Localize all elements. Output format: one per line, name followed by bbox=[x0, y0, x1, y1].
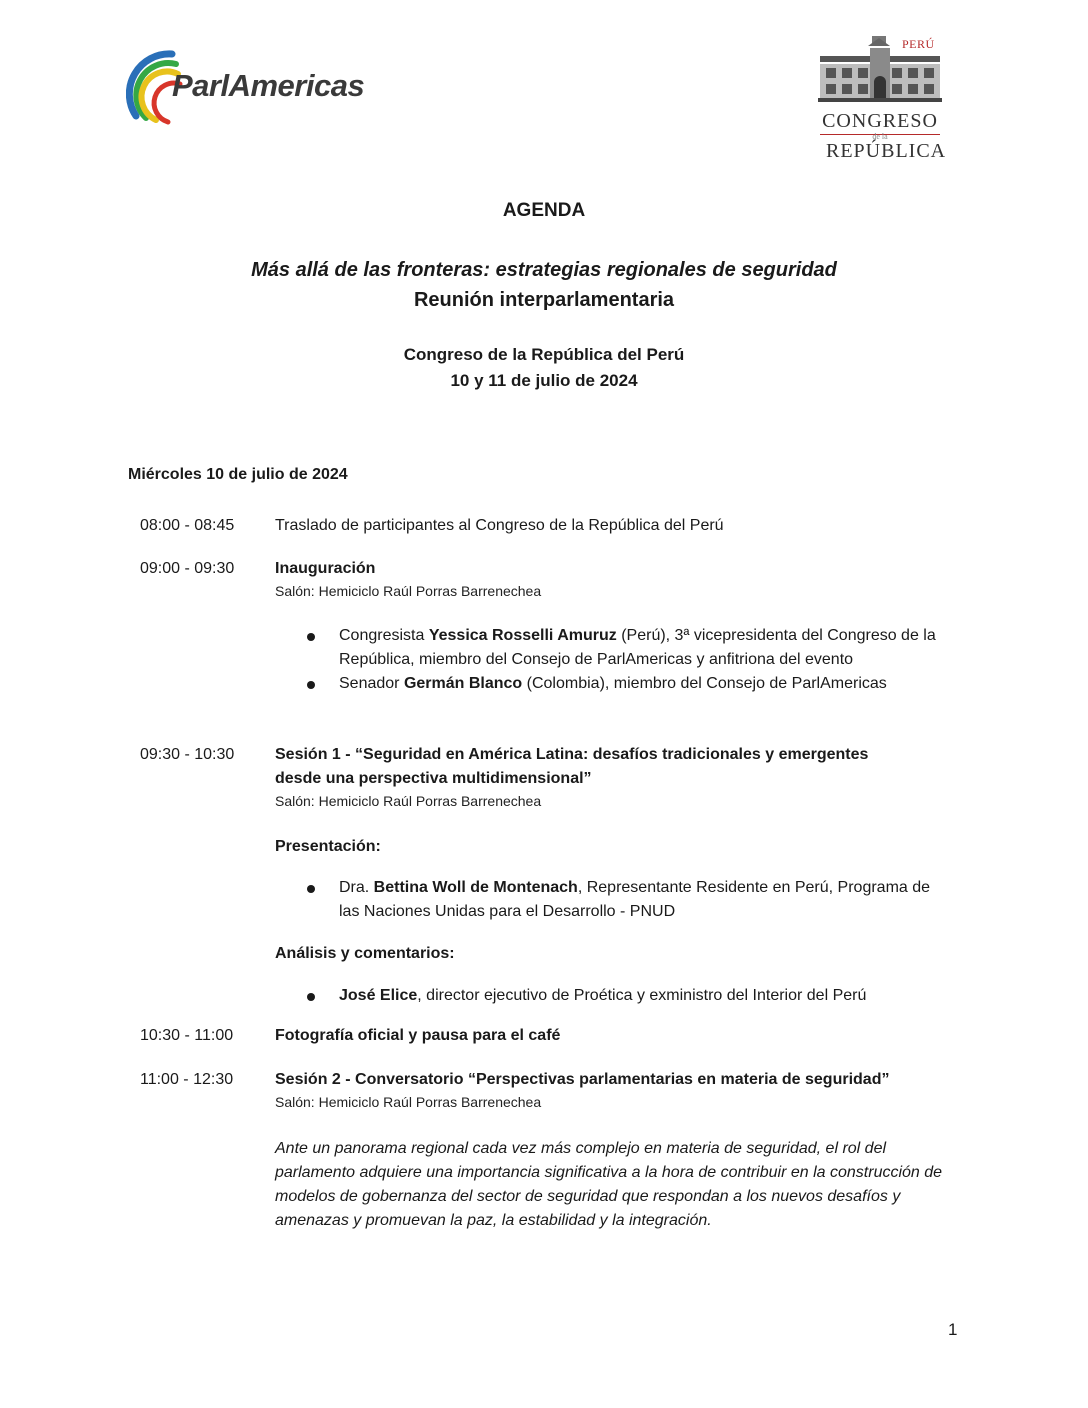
session-block bbox=[275, 557, 947, 601]
session-title: Traslado de participantes al Congreso de la República del Perú bbox=[275, 517, 724, 534]
bullet-icon bbox=[307, 681, 315, 689]
session-time: 09:30 - 10:30 bbox=[140, 746, 235, 763]
event-dates: 10 y 11 de julio de 2024 bbox=[450, 371, 638, 390]
session-title: Sesión 1 - “Seguridad en América Latina: desafíos tradicionales y emergentes desde una perspectiva multidimensional” bbox=[275, 746, 869, 787]
analysis-label: Análisis y comentarios: bbox=[275, 945, 455, 962]
session-room: Salón: Hemiciclo Raúl Porras Barrenechea bbox=[275, 793, 542, 809]
session-title: Inauguración bbox=[275, 560, 376, 577]
session-block bbox=[275, 743, 947, 811]
session-room: Salón: Hemiciclo Raúl Porras Barrenechea bbox=[275, 583, 542, 599]
speaker-name: José Elice bbox=[339, 987, 418, 1004]
bullet-icon bbox=[307, 993, 315, 1001]
event-subtitle: Reunión interparlamentaria bbox=[413, 289, 675, 311]
presentation-label: Presentación: bbox=[275, 838, 381, 855]
session-time: 09:00 - 09:30 bbox=[140, 560, 235, 577]
list-item: Congresista Yessica Rosselli Amuruz (Perú), 3ª vicepresidenta del Congreso de la República, miembro del Consejo de ParlAmericas y anfitriona del evento bbox=[275, 624, 947, 672]
event-title: Más allá de las fronteras: estrategias regionales de seguridad bbox=[251, 259, 837, 281]
session-block bbox=[275, 1068, 947, 1112]
session-time: 08:00 - 08:45 bbox=[140, 517, 235, 534]
list-item: Dra. Bettina Woll de Montenach, Representante Residente en Perú, Programa de las Naciones Unidas para el Desarrollo - PNUD bbox=[275, 876, 947, 924]
speaker-list bbox=[275, 624, 947, 696]
speaker-name: Bettina Woll de Montenach bbox=[373, 879, 578, 896]
list-item: Senador Germán Blanco (Colombia), miembro del Consejo de ParlAmericas bbox=[275, 672, 947, 696]
session-room: Salón: Hemiciclo Raúl Porras Barrenechea bbox=[275, 1094, 542, 1110]
session-time: 11:00 - 12:30 bbox=[140, 1071, 234, 1088]
session-title: Fotografía oficial y pausa para el café bbox=[275, 1027, 561, 1044]
parlamericas-logo bbox=[126, 46, 416, 136]
parlamericas-wordmark: ParlAmericas bbox=[172, 68, 365, 103]
session-description: Ante un panorama regional cada vez más complejo en materia de seguridad, el rol del parlamento adquiere una importancia significativa a la hora de contribuir en la construcción de modelos de gobernanza del sector de seguridad que respondan a los nuevos desafíos y amenazas y promuevan la paz, la estabilidad y la integración. bbox=[275, 1140, 943, 1229]
presenter-list bbox=[275, 876, 947, 924]
speaker-name: Germán Blanco bbox=[403, 675, 523, 692]
bullet-icon bbox=[307, 885, 315, 893]
event-venue: Congreso de la República del Perú bbox=[403, 345, 685, 364]
logo-congreso-text: CONGRESO bbox=[822, 110, 938, 132]
list-item: José Elice, director ejecutivo de Proética y exministro del Interior del Perú bbox=[275, 984, 947, 1008]
session-time: 10:30 - 11:00 bbox=[140, 1027, 234, 1044]
speaker-name: Yessica Rosselli Amuruz bbox=[428, 627, 617, 644]
logo-republica-text: REPÚBLICA bbox=[826, 140, 947, 162]
session-title: Sesión 2 - Conversatorio “Perspectivas parlamentarias en materia de seguridad” bbox=[275, 1071, 890, 1088]
congreso-logo bbox=[816, 34, 947, 164]
agenda-heading: AGENDA bbox=[502, 200, 586, 221]
logo-country-text: PERÚ bbox=[902, 37, 935, 51]
day-heading: Miércoles 10 de julio de 2024 bbox=[128, 466, 348, 483]
analyst-list bbox=[275, 984, 947, 1008]
bullet-icon bbox=[307, 633, 315, 641]
logo-connector-text: de la bbox=[872, 132, 888, 141]
page-number: 1 bbox=[948, 1320, 958, 1339]
